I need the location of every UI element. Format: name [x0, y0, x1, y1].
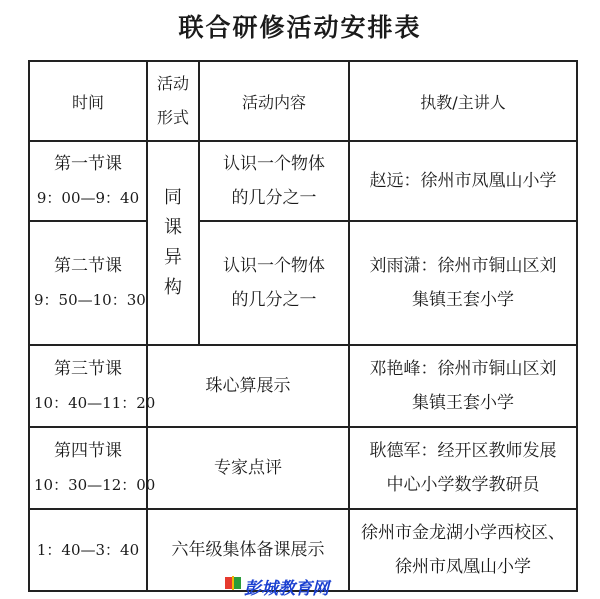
session-cell: 第二节课 9：50—10：30	[29, 221, 147, 345]
session-cell: 1：40—3：40	[29, 509, 147, 591]
speaker-cell: 邓艳峰：徐州市铜山区刘 集镇王套小学	[349, 345, 577, 427]
page-title: 联合研修活动安排表	[178, 13, 422, 42]
speaker-cell: 徐州市金龙湖小学西校区、 徐州市凤凰山小学	[349, 509, 577, 591]
table-row	[29, 141, 577, 221]
header-form: 活动 形式	[147, 61, 199, 141]
table-row	[29, 221, 577, 345]
speaker-cell: 耿德军：经开区教师发展 中心小学数学教研员	[349, 427, 577, 509]
session-cell: 第三节课 10：40—11：20	[29, 345, 147, 427]
content-cell: 认识一个物体 的几分之一	[199, 141, 349, 221]
session-cell: 第四节课 10：30—12：00	[29, 427, 147, 509]
header-time: 时间	[29, 61, 147, 141]
header-speaker: 执教/主讲人	[349, 61, 577, 141]
speaker-cell: 赵远：徐州市凤凰山小学	[349, 141, 577, 221]
content-cell: 专家点评	[147, 427, 349, 509]
schedule-table	[28, 60, 578, 592]
header-content: 活动内容	[199, 61, 349, 141]
speaker-cell: 刘雨潇：徐州市铜山区刘 集镇王套小学	[349, 221, 577, 345]
watermark: 彭城教育网	[244, 579, 329, 599]
book-icon	[224, 575, 242, 591]
table-row	[29, 427, 577, 509]
form-merged-cell: 同课异构	[147, 141, 199, 345]
content-cell: 认识一个物体 的几分之一	[199, 221, 349, 345]
content-cell: 珠心算展示	[147, 345, 349, 427]
table-row	[29, 345, 577, 427]
content-cell: 六年级集体备课展示	[147, 509, 349, 591]
session-cell: 第一节课 9：00—9：40	[29, 141, 147, 221]
header-row	[29, 61, 577, 141]
